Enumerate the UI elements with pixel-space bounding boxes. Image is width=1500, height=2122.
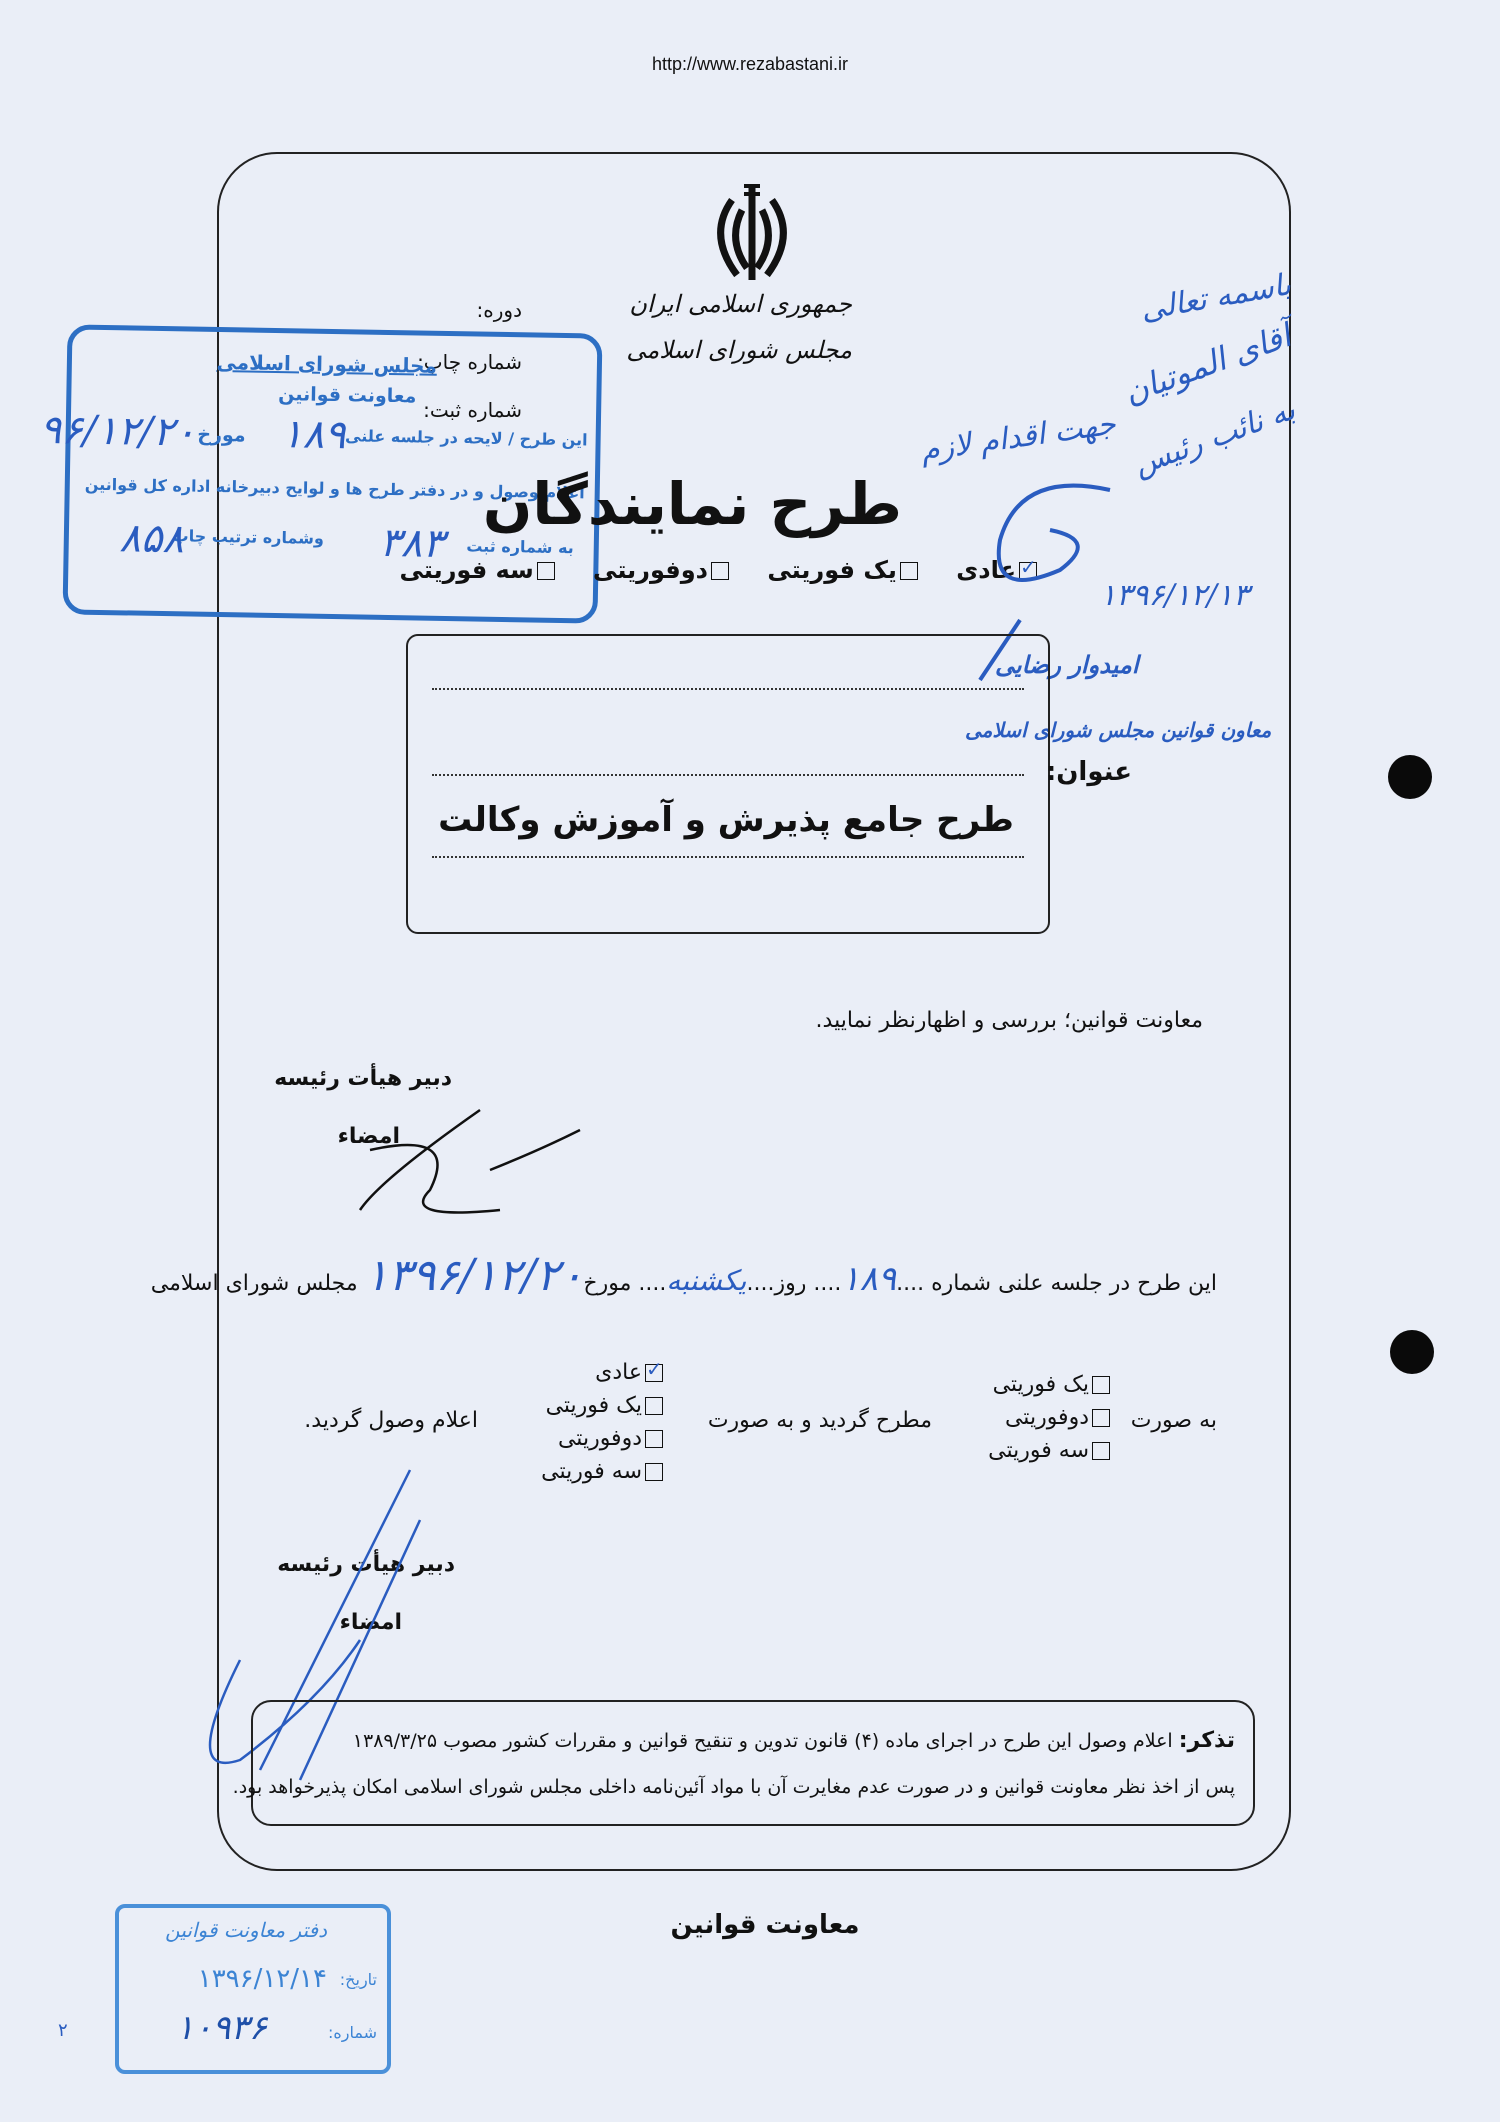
option-label: سه فوریتی <box>541 1459 642 1484</box>
document-title: طرح نمایندگان <box>482 470 902 538</box>
option-label: دوفوریتی <box>557 1426 642 1451</box>
session-date: ۱۳۹۶/۱۲/۲۰ <box>364 1250 584 1301</box>
stamp-org: مجلس شورای اسلامی <box>216 349 438 378</box>
secretary-label-2: دبیر هیأت رئیسه <box>277 1552 455 1577</box>
receipt-office: دفتر معاونت قوانین <box>165 1918 327 1942</box>
period-label: دوره: <box>476 298 522 322</box>
day-label: روز <box>774 1271 807 1296</box>
receipt-number: ۱۰۹۳۶ <box>175 2008 267 2048</box>
note-label: تذکر: <box>1178 1728 1235 1753</box>
handwritten-note-1: باسمه تعالی <box>1138 267 1294 328</box>
handwritten-note-3: به نائب رئیس <box>1129 392 1300 483</box>
mid-option-three[interactable] <box>541 1459 663 1484</box>
stamp-dept: معاونت قوانین <box>278 383 417 408</box>
handwritten-date: ۱۳۹۶/۱۲/۱۳ <box>1100 578 1250 613</box>
signature-label: امضاء <box>337 1124 400 1149</box>
note-line-1 <box>353 1728 1235 1753</box>
source-url: http://www.rezabastani.ir <box>651 54 849 74</box>
note-line-2: پس از اخذ نظر معاونت قوانین و در صورت عدم مغایرت آن با مواد آئین‌نامه داخلی مجلس شورای اسلامی امکان پذیرخواهد بود. <box>232 1776 1235 1798</box>
mid-option-one[interactable] <box>541 1393 663 1418</box>
end-text: اعلام وصول گردید. <box>304 1408 478 1433</box>
session-day: یکشنبه <box>666 1264 747 1297</box>
note-box <box>232 1700 1255 1826</box>
option-label: عادی <box>595 1360 642 1385</box>
signer-title: معاون قوانین مجلس شورای اسلامی <box>965 718 1272 742</box>
dotted-line <box>432 774 1024 776</box>
subject-text: طرح جامع پذیرش و آموزش وکالت <box>438 800 1014 840</box>
stamp-print-label: وشماره ترتیب چاپ <box>172 526 325 548</box>
session-prefix: این طرح در جلسه علنی شماره <box>931 1271 1217 1296</box>
referral-text: معاونت قوانین؛ بررسی و اظهارنظر نمایید. <box>815 1008 1203 1033</box>
stamp-reg-value: ۳۸۳ <box>378 519 445 567</box>
checkbox-icon <box>645 1463 663 1481</box>
option-label: دوفوریتی <box>593 556 708 584</box>
as-label: به صورت <box>1130 1408 1217 1433</box>
checkbox-icon <box>1092 1376 1110 1394</box>
right-option-two[interactable] <box>988 1405 1110 1430</box>
receipt-number-label: شماره: <box>327 2023 377 2042</box>
checkbox-icon <box>645 1397 663 1415</box>
mid-option-normal[interactable] <box>541 1360 663 1385</box>
option-label: عادی <box>956 556 1016 584</box>
stamp-line1: این طرح / لایحه در جلسه علنی <box>344 426 588 450</box>
checkbox-icon <box>645 1430 663 1448</box>
option-label: سه فوریتی <box>399 556 534 584</box>
dotted-line <box>432 856 1024 858</box>
dated-label: مورخ <box>583 1271 632 1296</box>
checkbox-icon <box>900 562 918 580</box>
stamp-date: ۹۶/۱۲/۲۰ <box>39 406 197 456</box>
mid-text: مطرح گردید و به صورت <box>707 1408 932 1433</box>
mid-options <box>541 1360 663 1492</box>
option-label: سه فوریتی <box>988 1438 1089 1463</box>
secretary-label: دبیر هیأت رئیسه <box>274 1066 452 1091</box>
urgency-one[interactable] <box>767 556 918 584</box>
option-label: یک فوریتی <box>545 1393 642 1418</box>
option-label: یک فوریتی <box>992 1372 1089 1397</box>
checkbox-icon <box>1092 1442 1110 1460</box>
receipt-date: ۱۳۹۶/۱۲/۱۴ <box>197 1964 327 1994</box>
urgency-three[interactable] <box>400 556 555 584</box>
emblem-line-1: جمهوری اسلامی ایران <box>629 290 852 318</box>
checkbox-icon <box>711 562 729 580</box>
punch-hole <box>1388 755 1432 799</box>
signature-label-2: امضاء <box>339 1610 402 1635</box>
reg-no-label: شماره ثبت: <box>423 398 522 422</box>
receipt-stamp <box>115 1904 391 2074</box>
option-label: دوفوریتی <box>1004 1405 1089 1430</box>
dotted-line <box>432 688 1024 690</box>
handwritten-signature-icon <box>337 1090 600 1240</box>
handwritten-note-4: جهت اقدام لازم <box>918 406 1118 469</box>
checkbox-icon <box>645 1364 663 1382</box>
stamp-dated: مورخ <box>197 423 246 447</box>
footer-dept: معاونت قوانین <box>670 1910 860 1940</box>
punch-hole <box>1390 1330 1434 1374</box>
urgency-options <box>370 556 1038 584</box>
stamp-session: ۱۸۹ <box>280 411 347 459</box>
subject-label: عنوان: <box>1045 757 1132 787</box>
page-mark: ۲ <box>58 2020 68 2041</box>
right-option-one[interactable] <box>988 1372 1110 1397</box>
checkbox-icon <box>1092 1409 1110 1427</box>
stamp-reg-label: به شماره ثبت <box>466 536 574 558</box>
subject-box <box>406 634 1050 934</box>
stamp-print-value: ۸۵۸ <box>118 515 185 563</box>
mid-option-two[interactable] <box>541 1426 663 1451</box>
checkbox-icon <box>537 562 555 580</box>
right-options <box>988 1372 1110 1471</box>
right-option-three[interactable] <box>988 1438 1110 1463</box>
print-no-label: شماره چاپ: <box>417 350 522 374</box>
note-text-1: اعلام وصول این طرح در اجرای ماده (۴) قانون تدوین و تنقیح قوانین و مقررات کشور مصوب ۱۳۸۹/۳/۲۵ <box>352 1730 1173 1752</box>
urgency-two[interactable] <box>593 556 729 584</box>
emblem-line-2: مجلس شورای اسلامی <box>626 336 852 364</box>
session-suffix: مجلس شورای اسلامی <box>150 1271 358 1296</box>
session-number: ۱۸۹ <box>841 1259 897 1299</box>
receipt-date-label: تاریخ: <box>339 1970 377 1989</box>
handwritten-note-2: آقای الموتیان <box>1118 316 1296 412</box>
option-label: یک فوریتی <box>767 556 897 584</box>
session-line: این طرح در جلسه علنی شماره ....۱۸۹.... روز....یکشنبه.... مورخ۱۳۹۶/۱۲/۲۰ مجلس شورای اسلامی <box>150 1250 1217 1301</box>
iran-emblem-icon <box>702 180 802 290</box>
signer-name: امیدوار رضایی <box>995 650 1139 679</box>
stamp-line2: اعلام وصول و در دفتر طرح ها و لوایح دبیرخانه اداره کل قوانین <box>84 474 585 503</box>
